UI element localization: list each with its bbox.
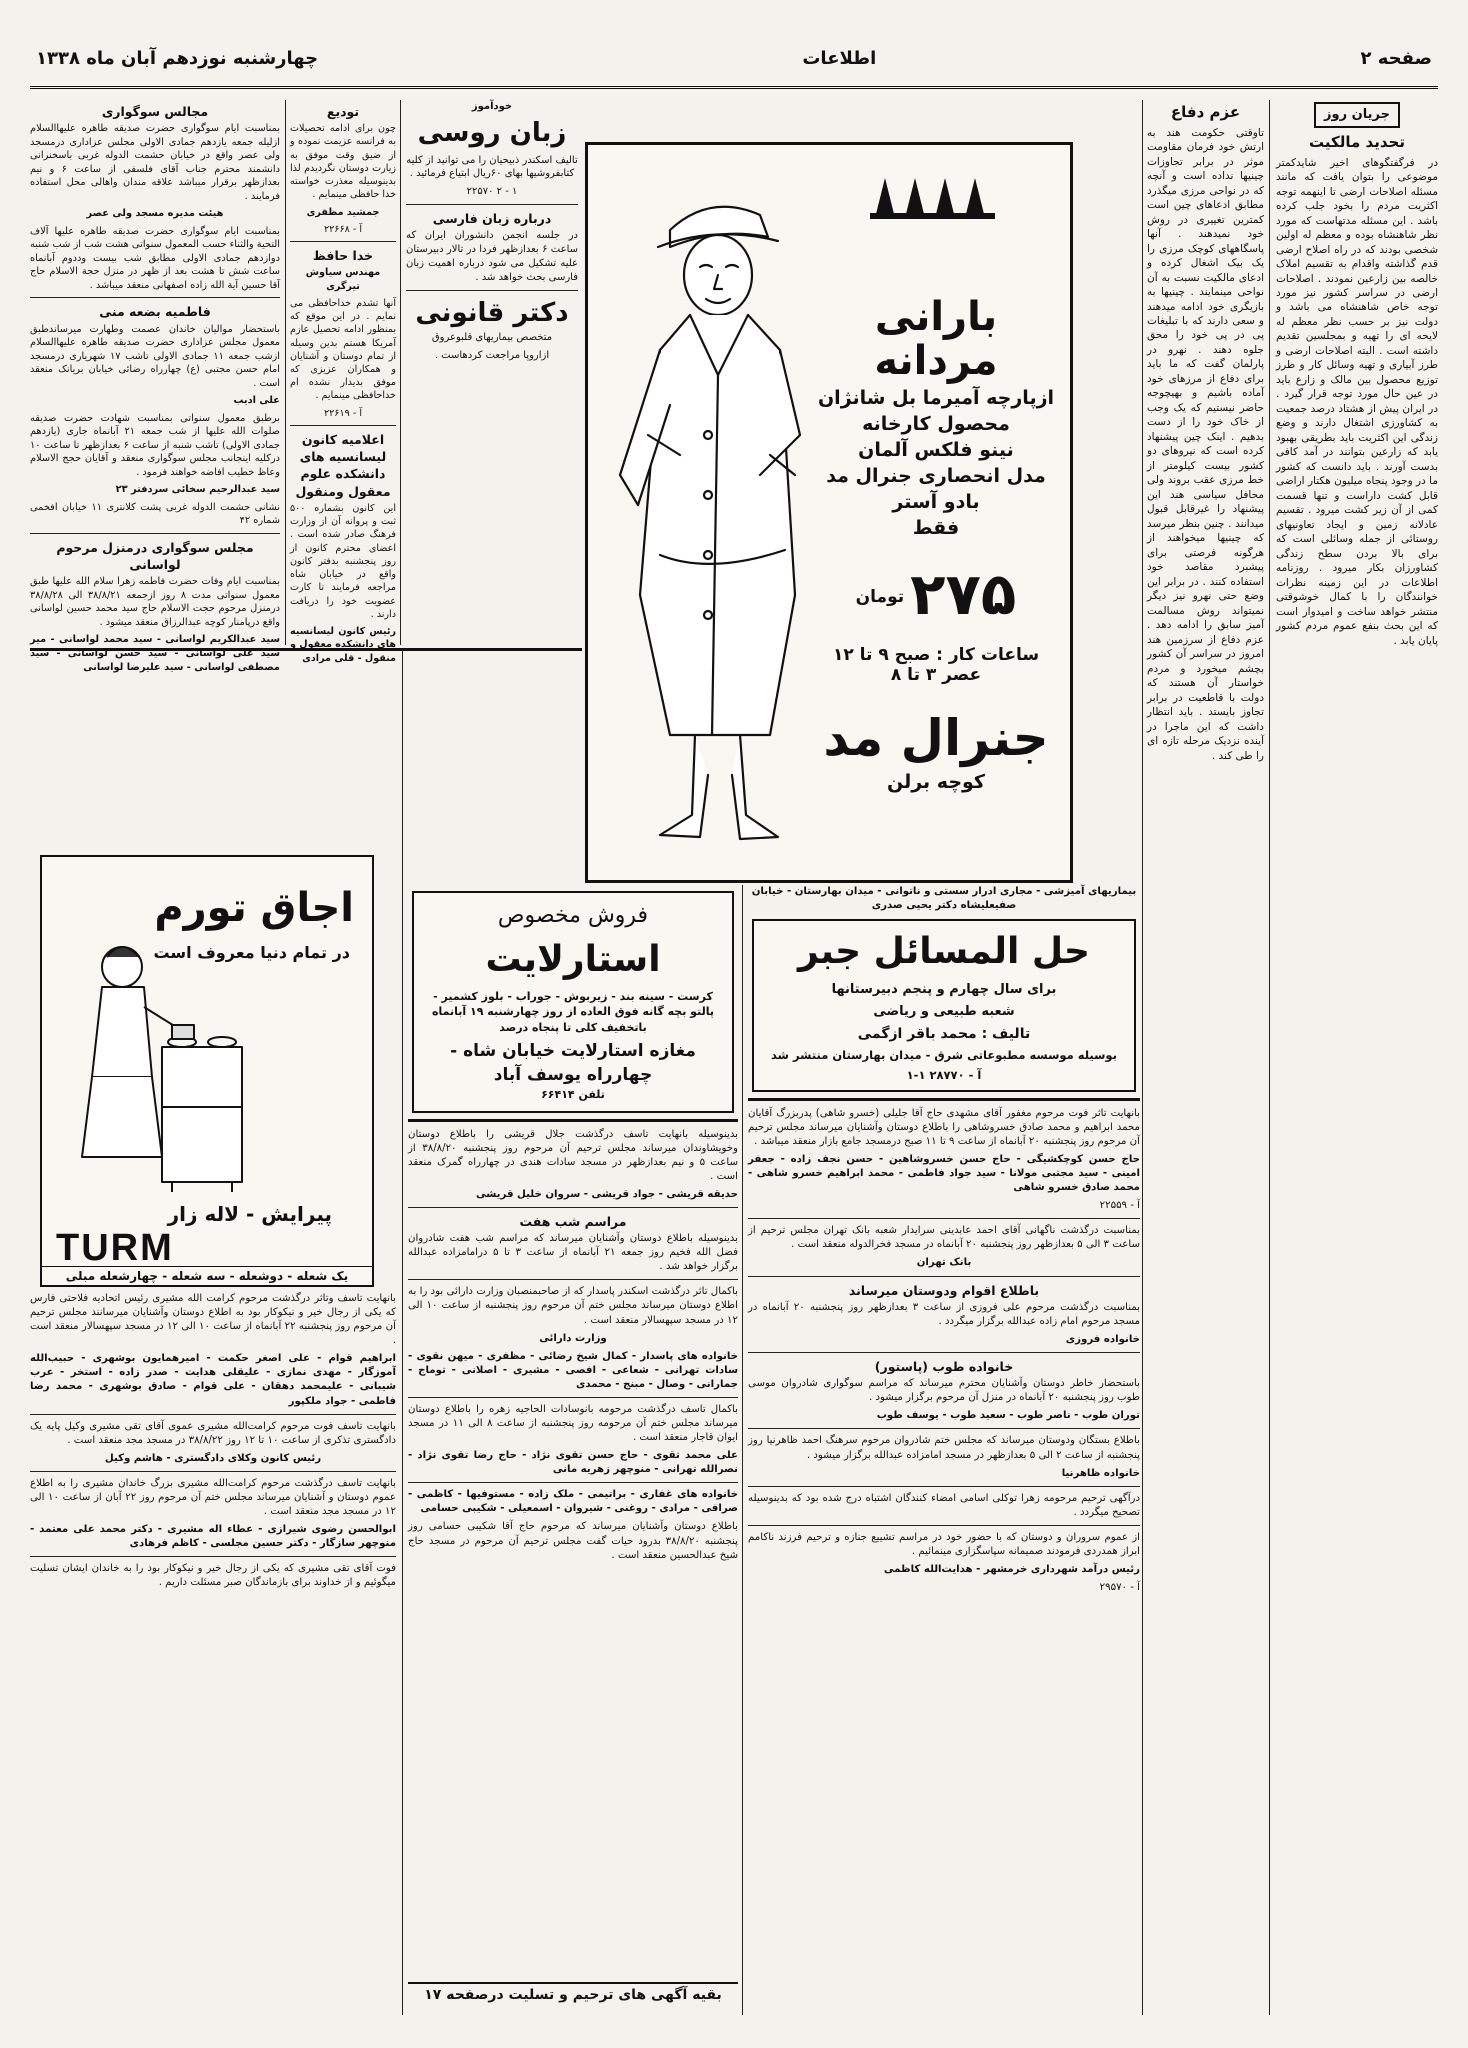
fatemieh-sign: علی ادیب: [233, 395, 280, 407]
doctor-ad: [406, 296, 578, 363]
hours-evening: عصر ۳ تا ۸: [890, 665, 982, 685]
stove-types: یک شعله - دوشعله - سه شعله - چهارشعله مبلی: [42, 1266, 372, 1283]
obituary-body: بانهایت تاسف وتاثر درگذشت مرحوم کرامت الله مشیری رئیس اتحادیه فلاحتی فارس که یکی از رجال خیر و نیکوکار بود به اطلاع دوستان وآشنایان میرسانند مجلس ترحیم آن مرحوم روز پنجشنبه ۲۲ آبانماه از ساعت ۱۰ الی ۱۲ در مسجد سپهسالار منعقد است .: [30, 1293, 396, 1347]
defense-column: [1147, 100, 1264, 2015]
raincoat-ad-text: [816, 295, 1056, 797]
newspaper-page: [30, 30, 1438, 2020]
obituaries-center-column: [748, 885, 1140, 2015]
woman-cooking-illustration: [52, 927, 252, 1197]
obituary-body: از عموم سروران و دوستان که با حضور خود در مراسم تشییع جنازه و ترحیم فرزند ناکامم ابراز همدردی فرمودند صمیمانه سپاسگزاری مینمائیم .: [748, 1531, 1140, 1557]
persian-title: درباره زبان فارسی: [432, 211, 552, 227]
goodbye-name: مهندس سیاوش تیرگری: [305, 267, 381, 292]
obituary-sign: ابوالحسن رضوی شیرازی - عطاء اله مشیری - دکتر محمد علی معتمد - منوچهر سازگار - دکتر حسین مجلسی - کاظم فرهادی: [30, 1524, 396, 1550]
obituary-sign: ابراهیم قوام - علی اصغر حکمت - امیرهمایون بوشهری - حبیب‌الله آموزگار - مهدی نمازی - علیقلی هدایت - صدر زاده - استخر - عرب شیبانی - علیمحمد دهقان - علی قوام - صادق بوشهری - محمد رضا فاطمی - جواد ملکپور: [30, 1353, 396, 1407]
obituary-body: باکمال تاثر درگذشت اسکندر پاسدار که از صاحبمنصبان وزارت دارائی بود را به اطلاع دوستان میرساند مجلس ختم آن مرحوم روز پنجشنبه از ساعت ۱۰ الی ۱۲ در مسجد سپهسالار منعقد است .: [408, 1286, 738, 1326]
book-code: آ - ۲۸۷۷۰ ۱-۱: [906, 1067, 982, 1082]
hours-label: ساعات کار :: [936, 645, 1040, 665]
obituary-sign: توران طوب - ناصر طوب - سعید طوب - یوسف طوب: [876, 1410, 1140, 1422]
man-in-raincoat-illustration: [600, 175, 820, 865]
page-number: صفحه ۲: [1360, 47, 1432, 69]
notice-sign: رئیس کانون لیسانسیه های دانشکده معقول و منقول - قلی مرادی: [290, 626, 396, 664]
column-rule: [402, 650, 403, 2015]
obituary-code: آ - ۲۹۵۷۰: [1099, 1582, 1140, 1594]
hours-morning: صبح ۹ تا ۱۲: [832, 645, 931, 665]
starlight-phone: تلفن ۶۶۴۱۴: [541, 1088, 605, 1102]
farewell-code: آ - ۲۲۶۶۸: [324, 223, 362, 235]
seventh-night-title: مراسم شب هفت: [519, 1213, 627, 1229]
raincoat-line: مدل انحصاری جنرال مد: [826, 465, 1046, 487]
mourning-sign: هیئت مدیره مسجد ولی عصر: [86, 208, 224, 220]
obituary-sign: خانواده ظاهرنیا: [1061, 1467, 1140, 1479]
price-currency: تومان: [855, 587, 905, 608]
raincoat-brand: جنرال مد: [823, 709, 1049, 767]
stove-brand: TURM: [56, 1227, 174, 1269]
working-hours: [816, 645, 1056, 685]
column-rule: [1269, 100, 1270, 2015]
notice-title: اعلامیه کانون لیسانسیه های دانشکده علوم معقول ومنقول: [295, 431, 391, 499]
defense-title: عزم دفاع: [1170, 103, 1241, 121]
editorial-column: [1276, 100, 1438, 2015]
column-rule: [400, 100, 401, 645]
obituary-body: بانهایت تاسف فوت مرحوم کرامت‌الله مشیری عموی آقای تقی مشیری وکیل پایه یک دادگستری تذکری از ساعت ۱۰ تا ۱۲ روز ۳۸/۸/۲۲ در مسجد مجد منعقد است .: [30, 1420, 396, 1446]
starlight-name: استارلایت: [485, 939, 661, 981]
fatemieh-body: باستحضار موالیان خاندان عصمت وطهارت میرساندطبق معمول مجلس عزاداری حضرت صدیقه طاهره علیهاالسلام ازشب جمعه ۱۱ جمادی الاولی تاشب ۱۷ شهریاری درمسجد امام حسن مجتبی (ع) چهارراه رضائی خیابان بریانک منعقد است .: [30, 323, 280, 389]
obituary-sign: حاج حسن کوچکشیگی - حاج حسن خسروشاهین - حسن نجف زاده - جعفر امینی - سید مجتبی مولانا - سید جواد فاطمی - محمد ابراهیم خسرو شاهی - محمد صادق خسرو شاهی: [748, 1153, 1140, 1194]
goodbye-code: آ - ۲۲۶۱۹: [324, 407, 362, 419]
raincoat-line: بادو آستر: [892, 491, 980, 513]
obituary-body: فوت آقای تقی مشیری که یکی از رجال خیر و نیکوکار بود را به خاندان ایشان تسلیت میگوئیم و از خداوند برای بازماندگان صبر مسئلت داریم .: [30, 1563, 396, 1589]
price-value: ۲۷۵: [910, 560, 1017, 628]
mourning-sign: سید عبدالرحیم سخائی سردفتر ۲۳: [115, 484, 280, 496]
obituary-body: بدینوسیله بانهایت تاسف درگذشت جلال قریشی را باطلاع دوستان وخویشاوندان میرساند مجلس ترحیم آن مرحوم روز پنجشنبه ۳۸/۸/۲۰ از ساعت ۵ و نیم بعدازظهر در مسجد سادات هندی در چهارراه گمرک منعقد است .: [408, 1128, 739, 1182]
obituaries-middle-column: [408, 885, 738, 2015]
obituary-body: باطلاع دوستان وآشنایان میرساند که مرحوم حاج آقا شکیبی حسامی روز پنجشنبه ۳۸/۸/۲۰ بدرود حیات گفت مجلس ترحیم آن مرحوم در مسجد حاج شیخ عبدالحسین منعقد است .: [408, 1521, 738, 1561]
column-rule: [1142, 100, 1143, 2015]
raincoat-price: [816, 560, 1056, 628]
stove-subtitle: در تمام دنیا معروف است: [153, 943, 350, 962]
correction-notice: درآگهی ترحیم مرحومه زهرا توکلی اسامی امضاء کنندگان اشتباه درج شده بود که بدینوسیله تصحیح میگردد .: [748, 1492, 1140, 1518]
crown-pattern-icon: [870, 163, 1010, 223]
doctor-return: ازاروپا مراجعت کردهاست .: [434, 350, 550, 362]
raincoat-ad: [585, 142, 1073, 883]
mourning-body: بمناسبت ایام سوگواری حضرت صدیقه طاهره علیهاالسلام ازلیله جمعه یازدهم جمادی الاولی مجلس عزاداری درمسجد ولی عصر واقع در خیابان حشمت الدوله غربی باسخنرانی دانشمند محترم جناب آقای فلسفی از ساعت ۶ و نیم بعدازظهر برقرار میباشد علاقه مندان واهالی محل استفاده فرمایند .: [30, 123, 280, 202]
book-author: تالیف : محمد باقر ازگمی: [857, 1025, 1031, 1042]
obituary-sign: رئیس درآمد شهرداری خرمشهر - هدایت‌الله کاظمی: [883, 1564, 1140, 1576]
self-learn-label: خودآموز: [471, 101, 513, 112]
raincoat-address: کوچه برلن: [887, 771, 985, 793]
obituary-sign: رئیس کانون وکلای دادگستری - هاشم وکیل: [104, 1452, 322, 1464]
russian-language-ad: [406, 100, 578, 199]
obituary-sign: خانواده های غفاری - براتیمی - ملک زاده - مستوفیها - کاظمی - صرافی - مرادی - روغنی - شیروان - اسمعیلی - شکیبی حسامی: [408, 1489, 738, 1515]
obituary-sign: حدیقه قریشی - جواد قریشی - سروان خلیل قریشی: [476, 1188, 738, 1200]
mourning-title: مجالس سوگواری: [101, 104, 209, 119]
obituary-code: آ - ۲۲۵۵۹: [1099, 1200, 1140, 1212]
lavasani-body: بمناسبت ایام وفات حضرت فاطمه زهرا سلام الله علیها طبق معمول سنواتی مدت ۸ روز ازجمعه ۳۸/۸/۲۱ الی ۳۸/۸/۲۸ درمنزل مرحوم حجت الاسلام حاج سید محمد حسین لواسانی واقع درپامنار کوچه عبدالرزاق منعقد میشود .: [30, 576, 280, 628]
doctor-name: دکتر قانونی: [415, 297, 569, 328]
obituary-body: باستحضار خاطر دوستان وآشنایان محترم میرساند که مراسم سوگواری شادروان موسی طوب روز پنجشنبه ۲۰ آبانماه در منزل آن مرحوم برگزار میشود .: [748, 1378, 1140, 1404]
russian-body: تالیف اسکندر ذبیحیان را می توانید از کلیه کتابفروشیها بهای ۶۰ریال ابتیاع فرمائید .: [406, 154, 578, 180]
farewell-name: جمشید مظفری: [306, 206, 380, 218]
stove-ad: [40, 855, 374, 1287]
book-publisher: بوسیله موسسه مطبوعاتی شرق - میدان بهارستان منتشر شد: [771, 1048, 1117, 1063]
starlight-shop: مغازه استارلایت خیابان شاه - چهارراه یوسف آباد: [450, 1041, 696, 1085]
raincoat-line: فقط: [912, 517, 960, 539]
russian-title: زبان روسی: [417, 117, 567, 148]
farewell-title: تودیع: [326, 104, 360, 119]
mourning-body: برطبق معمول سنواتی بمناسبت شهادت حضرت صدیقه صلوات الله علیها از شب جمعه ۲۱ آبانماه جاری (یازدهم جمادی الاولی) تاشب شنبه از ساعت ۶ بعدازظهر تا ساعت ۱۰ درکلیه اینجانب مجلس سوگواری منعقد و آقایان حجج الاسلام وعاظ خطیب افاضه خواهند فرمود .: [30, 412, 281, 478]
goodbye-body: آنها تشدم خداحافظی می نمایم . در این موقع که بمنظور ادامه تحصیل عازم آمریکا هستم بدین وسیله از تمام دوستان و آشنایان و همکاران عزیزی که موفق بدیدار نشده ام خداحافظی مینمایم .: [290, 297, 396, 402]
obituary-sign: خانواده فروزی: [1065, 1333, 1140, 1345]
obituary-body: باکمال تاسف درگذشت مرحومه بانوسادات الحاجیه زهره را باطلاع دوستان میرساند مجلس ختم آن مرحومه روز پنجشنبه از ساعت ۸ الی ۱۱ در مسجد ایوان قاجار منعقد است .: [408, 1403, 739, 1444]
algebra-book-ad: [752, 919, 1136, 1092]
lavasani-sign: سید عبدالکریم لواسانی - سید محمد لواسانی - میر سید علی لواسانی - سید حسن لواسانی - سید مصطفی لواسانی - سید علیرضا لواسانی: [30, 634, 280, 673]
farewell-body: چون برای ادامه تحصیلات به فرانسه عزیمت نموده و از ضیق وقت موفق به زیارت دوستان نگردیدم لذا بدینوسیله معذرت خواسته خدا حافظی مینمایم .: [290, 123, 396, 201]
mourning-column: [30, 100, 281, 673]
defense-body: تاوقتی حکومت هند به ارتش خود فرمان مقاومت موثر در برابر تجاوزات چینیها نداده است و آنچه که در نواحی مرزی میگذرد مطابق ادعاهای چین است کمترین تغییری در روش خود نمیدهند . آنها پاسگاههای کوچک مرزی را یک بیک اشغال کرده و ادعای مالکیت نسبت به آن نواحی مینمایند . چینیها به بازیگری خود ادامه میدهند و سعی دارند که با تبلیغات پی در پی خود را محق جلوه دهند . نهرو در پارلمان گفت که ما باید برای دفاع از مرزهای خود آماده باشیم و بهیچوجه حاضر نیستیم که یک وجب از خاک خود را از دست بدهیم . اینک چین پیشنهاد کرده است که نیروهای دو کشور بیست کیلومتر از خط مرزی عقب بروند ولی محافل سیاسی هند این پیشنهاد را غیرقابل قبول میدانند . چنین بنظر میرسد که چینیها میخواهند از هرگونه فرصتی برای پیشبرد مقاصد خود استفاده کنند . در برابر این وضع حتی نهرو نیز دیگر نمیتواند روش مسالمت آمیز سابق را ادامه دهد . عزم دفاع از سرزمین هند امروز در سراسر آن کشور بچشم میخورد و مردم خواستار آن هستند که دولت با قاطعیت در برابر تجاوز بایستد . باید انتظار داشت که این ماجرا در آینده نزدیک مرحله تازه ای را طی کند .: [1147, 126, 1264, 762]
book-line: برای سال چهارم و پنجم دبیرستانها: [831, 981, 1057, 997]
book-line: شعبه طبیعی و ریاضی: [873, 1003, 1015, 1019]
notice-title: باطلاع اقوام ودوستان میرساند: [848, 1282, 1040, 1298]
kicker: جریان روز: [1314, 102, 1400, 128]
raincoat-line: محصول کارخانه: [862, 413, 1010, 435]
lavasani-title: مجلس سوگواری درمنزل مرحوم لواسانی: [56, 539, 254, 573]
fatemieh-title: فاطمیه بضعه منی: [99, 304, 211, 320]
raincoat-headline: بارانی مردانه: [874, 294, 998, 384]
mashiri-column: [30, 1292, 396, 2012]
obituary-body: بانهایت تاثر فوت مرحوم مغفور آقای مشهدی حاج آقا جلیلی (خسرو شاهی) پدربزرگ آقایان محمد ابراهیم و محمد صادق خسروشاهی را باطلاع دوستان وآشنایان میرساند مجلس ترحیم آن مرحوم روز پنجشنبه ۲۰ آبانماه از ساعت ۹ تا ۱۱ صبح درمسجد جامع بازار منعقد میباشد .: [748, 1107, 1140, 1147]
clinic-ad: بیماریهای آمیزشی - مجاری ادرار سستی و ناتوانی - میدان بهارستان - خیابان صفیعلیشاه دکتر یحیی صدری: [751, 886, 1137, 912]
editorial-body: در فرگفتگوهای اخیر شایدکمتر موضوعی را بتوان یافت که مانند مسئله اصلاحات ارضی تا اینهمه توجه اکثریت مردم را بخود جلب کرده باشد . این مسئله مدتهاست که مورد نظر شاهنشاه بوده و معظم له اولین شخصی بودند که در راه اصلاح ارضی قدم گذاشته واقدام به تقسیم املاک خالصه بین زارعین نمودند . اصلاحات ارضی در سراسر کشور نیز مورد توجه خاص شاهنشاه می باشد و دولت نیز بر حسب نظر معظم له لایحه ای را تهیه و بمجلسین تقدیم داشته است . البته اصلاحات ارضی و طرز آبیاری و تهیه وسائل کار و طرز توزیع محصول بین مالک و زارع باید در عین حال مورد توجه قرار گیرد . در ایران پیش از هشتاد درصد جمعیت به کشاورزی اشتغال دارند و وضع زندگی این اکثریت باید بطریقی بهبود یابد که زارعین بتوانند در آمد کافی بدست آورند . باید دانست که کشور ما در وجود پنجاه میلیون هکتار اراضی قابل کشت داراست و تنها قسمت کمی از آن زیر کشت میرود . تقسیم عادلانه زمین و ایجاد تعاونیهای روستائی از جمله وسائلی است که برای بالا بردن سطح زندگی کشاورزان بکار میرود . روزنامه اطلاعات در این زمینه نظرات خوانندگان را با کمال خوشوقتی منتشر خواهد ساخت و امیدوار است که این بحث بنفع عموم مردم کشور پایان یابد .: [1276, 156, 1438, 647]
language-column: [406, 100, 578, 645]
notice-title: خانواده طوب (پاستور): [874, 1359, 1014, 1374]
raincoat-line: ازپارچه آمیرما بل شانژان: [817, 387, 1055, 409]
masthead: [30, 30, 1438, 89]
starlight-top: فروش مخصوص: [497, 903, 649, 928]
section-divider: [30, 648, 582, 651]
obituary-sign: خانواده های پاسدار - کمال شیخ رضائی - مظفری - میهن نقوی - سادات تهرانی - شعاعی - افصی - مشیری - اصلانی - توماج - جمارانی - وصال - مبنج - محمدی: [408, 1350, 738, 1390]
starlight-ad: [412, 891, 734, 1113]
stove-dealer: پیرایش - لاله زار: [167, 1202, 332, 1226]
mourning-address: نشانی حشمت الدوله غربی پشت کلانتری ۱۱ خیابان افخمی شماره ۴۲: [30, 501, 280, 527]
column-rule: [742, 885, 743, 2015]
obituary-sign: وزارت دارائی: [539, 1332, 607, 1344]
notice-body: این کانون بشماره ۵۰۰ ثبت و پروانه آن از وزارت فرهنگ صادر شده است . اعضای محترم کانون از روز پنجشنبه بدفتر کانون واقع در خیابان شاه مراجعه فرمایند تا کارت عضویت خود را دریافت دارند .: [290, 502, 396, 620]
editorial-title: تحدید مالکیت: [1309, 132, 1405, 151]
obituary-body: باطلاع بستگان ودوستان میرساند که مجلس ختم شادروان مرحوم سرهنگ احمد ظاهرنیا روز پنجشنبه از ساعت ۲ الی ۵ بعدازظهر در مسجد امامزاده عبدالله برگزار میشود .: [748, 1435, 1140, 1461]
goodbye-title: خدا حافظ: [312, 248, 374, 264]
issue-date: چهارشنبه نوزدهم آبان ماه ۱۳۳۸: [36, 47, 319, 69]
stove-title: اجاق تورم: [154, 885, 354, 931]
paper-name: اطلاعات: [802, 47, 877, 69]
starlight-items: کرست - سینه بند - زیربوش - جوراب - بلوز کشمیر - پالتو بچه گانه فوق العاده از روز چهارشنبه ۱۹ آبانماه باتخفیف کلی تا پنجاه درصد: [432, 990, 714, 1034]
column-rule: [285, 100, 286, 645]
persian-body: در جلسه انجمن دانشوران ایران که ساعت ۶ بعدازظهر فردا در تالار دبیرستان علیه تشکیل می شود درباره اهمیت زبان فارسی بحث خواهد شد .: [406, 230, 579, 283]
notices-column: [290, 100, 396, 664]
doctor-specialty: متخصص بیماریهای قلبوعروق: [431, 332, 553, 344]
obituary-body: بمناسبت درگذشت مرحوم علی فروزی از ساعت ۳ بعدازظهر روز پنجشنبه ۲۰ آبانماه در مسجد مرحوم امام زاده عبدالله برگزار میگردد .: [748, 1301, 1141, 1327]
book-title: حل المسائل جبر: [798, 931, 1090, 973]
raincoat-line: نینو فلکس آلمان: [858, 439, 1014, 461]
obituary-body: بانهایت تاسف درگذشت مرحوم کرامت‌الله مشیری بزرگ خاندان مشیری را به اطلاع عموم دوستان و آشنایان میرساند مجلس ختم آن مرحوم روز ۲۲ آبان از ساعت ۱۰ الی ۱۲ در مسجد مجد منعقد است .: [30, 1477, 396, 1518]
obituary-sign: بانک تهران: [916, 1257, 972, 1269]
obituary-body: بدینوسیله باطلاع دوستان وآشنایان میرساند که مراسم شب هفت شادروان فضل الله فخیم روز جمعه ۲۱ آبانماه از ساعت ۳ تا ۵ درامامزاده عبدالله برگزار خواهد شد .: [408, 1233, 738, 1273]
russian-code: ۱ - ۲ ۲۲۵۷۰: [466, 186, 518, 198]
mourning-body: بمناسبت ایام سوگواری حضرت صدیقه طاهره علیها آلاف التحیة والثناء حسب المعمول سنواتی هشت شب از شب شنبه دوازدهم جمادی الاولی مطابق شب بیست وددوم آبانماه ساعت شش تا هشت بعد از ظهر در منزل حجة الاسلام حاج آقا حسین آیة الله زاده اصفهانی منعقد میباشد .: [30, 225, 280, 291]
obituary-body: بمناسبت درگذشت ناگهانی آقای احمد عابدینی سرایدار شعبه بانک تهران مجلس ترحیم از ساعت ۳ الی ۵ بعدازظهر روز پنجشنبه ۲۰ آبانماه در مسجد فخرالدوله منعقد است .: [748, 1225, 1140, 1251]
continued-notice: بقیه آگهی های ترحیم و تسلیت درصفحه ۱۷: [408, 1982, 738, 2003]
obituary-sign: علی محمد تقوی - حاج حسن تقوی نژاد - حاج رضا تقوی نژاد - نصرالله تهرانی - منوچهر زهریه مانی: [408, 1450, 738, 1476]
